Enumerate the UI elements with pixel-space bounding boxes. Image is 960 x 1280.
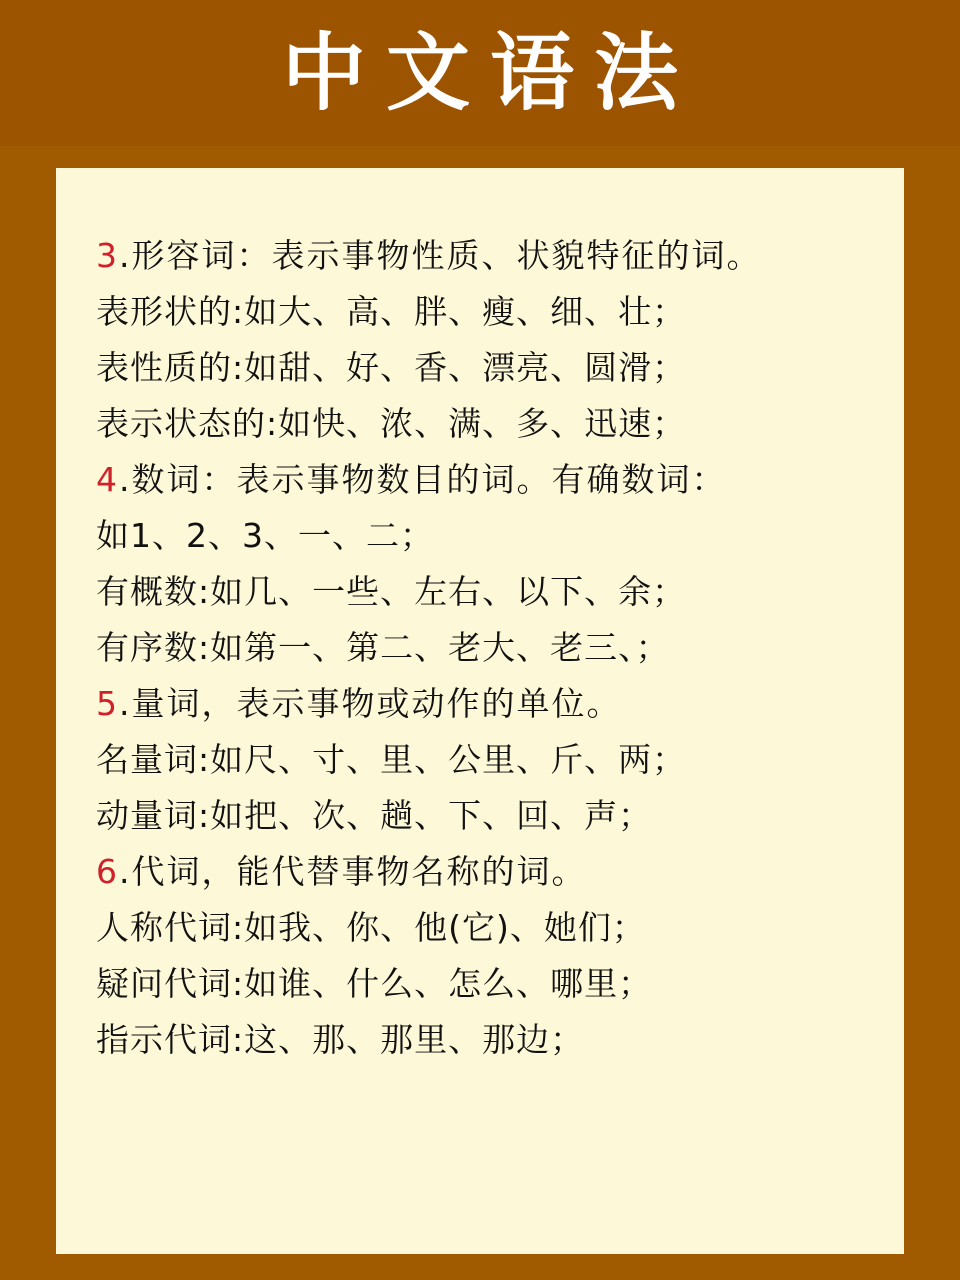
text-line (96, 676, 864, 732)
item-number: 3 (96, 236, 119, 275)
line-body: 能代替事物名称的词。 (236, 852, 587, 891)
line-body: 如把、次、趟、下、回、声； (210, 796, 653, 835)
line-label: 有概数: (96, 572, 211, 611)
line-body: 如尺、寸、里、公里、斤、两； (210, 740, 687, 779)
line-body: 如几、一些、左右、以下、余； (210, 572, 687, 611)
header-banner (0, 0, 960, 146)
line-label: 指示代词: (96, 1020, 245, 1059)
line-body: 如1、2、3、一、二； (96, 516, 434, 555)
line-body: 如谁、什么、怎么、哪里； (244, 964, 653, 1003)
text-line (96, 956, 864, 1012)
item-number: 5 (96, 684, 119, 723)
line-body: 如甜、好、香、漂亮、圆滑； (244, 348, 687, 387)
line-body: 如第一、第二、老大、老三、； (210, 628, 670, 667)
line-label: .形容词： (119, 236, 272, 275)
text-line (96, 900, 864, 956)
text-line (96, 564, 864, 620)
line-body: 如大、高、胖、瘦、细、壮； (244, 292, 687, 331)
text-line (96, 396, 864, 452)
page-title: 中文语法 (281, 24, 698, 122)
footer-band (0, 1254, 960, 1280)
line-body: 表示事物性质、状貌特征的词。 (271, 236, 762, 275)
item-number: 4 (96, 460, 119, 499)
line-label: 表性质的: (96, 348, 245, 387)
line-label: .量词， (119, 684, 237, 723)
line-body: 表示事物或动作的单位。 (236, 684, 622, 723)
text-line (96, 620, 864, 676)
item-number: 6 (96, 852, 119, 891)
text-line (96, 284, 864, 340)
text-line (96, 452, 864, 508)
text-line (96, 1012, 864, 1068)
line-label: 名量词: (96, 740, 211, 779)
text-line (96, 732, 864, 788)
line-body: 表示事物数目的词。有确数词： (236, 460, 727, 499)
line-label: .代词， (119, 852, 237, 891)
line-body: 这、那、那里、那边； (244, 1020, 585, 1059)
text-line (96, 340, 864, 396)
line-body: 如快、浓、满、多、迅速； (278, 404, 687, 443)
text-line (96, 788, 864, 844)
line-label: 表示状态的: (96, 404, 279, 443)
line-label: 疑问代词: (96, 964, 245, 1003)
text-line (96, 844, 864, 900)
line-label: 动量词: (96, 796, 211, 835)
line-label: .数词： (119, 460, 237, 499)
line-label: 表形状的: (96, 292, 245, 331)
line-label: 人称代词: (96, 908, 245, 947)
line-body: 如我、你、他(它)、她们； (244, 908, 646, 947)
line-label: 有序数: (96, 628, 211, 667)
text-line (96, 228, 864, 284)
text-line (96, 508, 864, 564)
grammar-text-block (96, 228, 864, 1068)
content-card (56, 168, 904, 1254)
